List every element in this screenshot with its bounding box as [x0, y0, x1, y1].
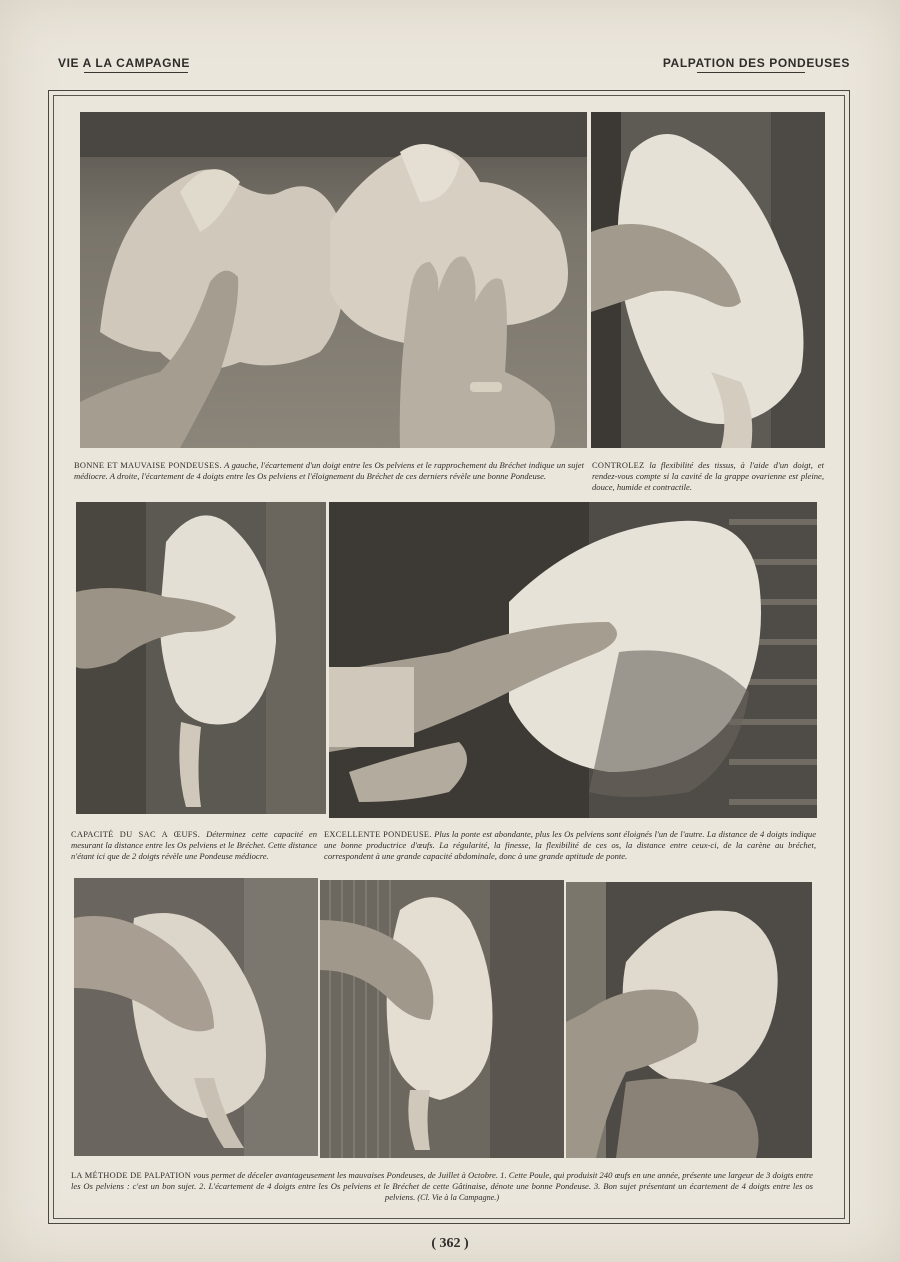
- page-number: ( 362 ): [431, 1236, 469, 1251]
- photo-plucked-hens-finger-measure: [80, 112, 587, 448]
- caption-palpation-method: LA MÉTHODE DE PALPATION vous permet de déceler avantageusement les mauvaises Pondeuses, de Juillet à Octobre. 1. Cette Poule, qui produisit 240 œufs en une année, présente une largeur de 3 doigts entre les Os pelviens : c'est un bon sujet. 2. L'écartement de 4 doigts entre les Os pelviens et le Bréchet de cette Gâtinaise, dénote une bonne Pondeuse. 3. Bon sujet présentant un écartement de 4 doigts entre les os pelviens. (Cl. Vie à la Campagne.): [71, 1170, 813, 1202]
- caption-egg-sac-capacity: CAPACITÉ DU SAC A ŒUFS. Déterminez cette capacité en mesurant la distance entre les Os pelviens et le Bréchet. Cette distance n'étant ici que de 2 doigts révèle une Pondeuse médiocre.: [71, 829, 317, 861]
- running-header-left: VIE A LA CAMPAGNE: [58, 56, 190, 73]
- photo-checking-tissue-flexibility: [591, 112, 825, 448]
- photo-credit: (Cl. Vie à la Campagne.): [417, 1192, 500, 1202]
- photo-egg-sac-capacity: [76, 502, 326, 814]
- photo-palpation-hen-1: [74, 878, 318, 1156]
- photo-palpation-hen-2: [320, 880, 564, 1158]
- caption-good-bad-layers: BONNE ET MAUVAISE PONDEUSES. A gauche, l'écartement d'un doigt entre les Os pelviens et le rapprochement du Bréchet indique un sujet médiocre. A droite, l'écartement de 4 doigts entre les Os pelviens et l'éloignement du Bréchet de ces derniers révèle une bonne Pondeuse.: [74, 460, 584, 482]
- photo-palpation-hen-3: [566, 882, 812, 1158]
- running-header-right: PALPATION DES PONDEUSES: [663, 56, 850, 73]
- caption-control-flexibility: CONTROLEZ la flexibilité des tissus, à l'aide d'un doigt, et rendez-vous compte si la cavité de la grappe ovarienne est pleine, douce, humide et contractile.: [592, 460, 824, 492]
- caption-excellent-layer: EXCELLENTE PONDEUSE. Plus la ponte est abondante, plus les Os pelviens sont éloignés l'un de l'autre. La distance de 4 doigts indique une bonne productrice d'œufs. La régularité, la finesse, la flexibilité de ces os, la distance entre ceux-ci, de la carène au bréchet, correspondent à une grande capacité abdominale, donc à une grande aptitude de ponte.: [324, 829, 817, 861]
- photo-excellent-layer: [329, 502, 817, 818]
